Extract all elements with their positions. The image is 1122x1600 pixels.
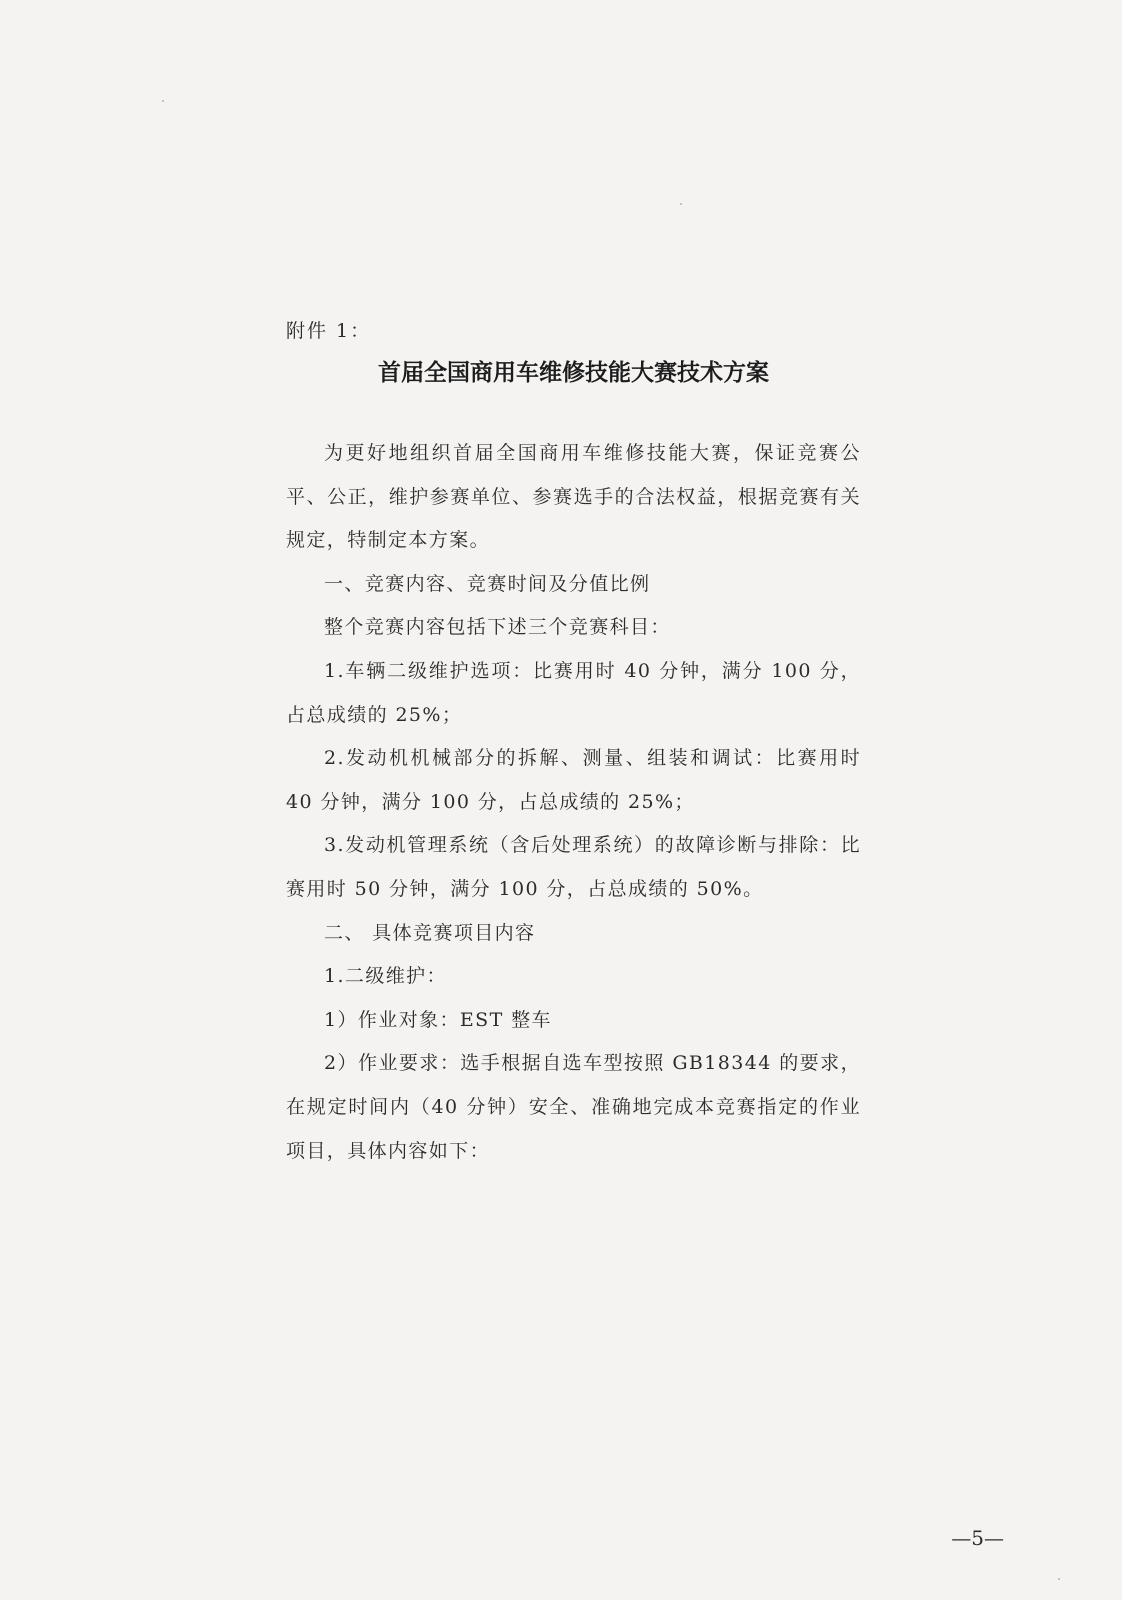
list-item: 1）作业对象：EST 整车 (324, 1008, 552, 1031)
intro-paragraph: 为更好地组织首届全国商用车维修技能大赛，保证竞赛公平、公正，维护参赛单位、参赛选手的合法权益，根据竞赛有关规定，特制定本方案。 (286, 442, 861, 552)
document-body (286, 432, 861, 1173)
list-item: 2.发动机机械部分的拆解、测量、组装和调试：比赛用时 40 分钟，满分 100 分，占总成绩的 25%； (286, 747, 861, 813)
page-number: —5— (951, 1526, 1004, 1550)
list-item: 2）作业要求：选手根据自选车型按照 GB18344 的要求，在规定时间内（40 分钟）安全、准确地完成本竞赛指定的作业项目，具体内容如下： (286, 1052, 861, 1162)
section-heading-1: 一、竞赛内容、竞赛时间及分值比例 (324, 572, 651, 595)
list-item: 1.车辆二级维护选项：比赛用时 40 分钟，满分 100 分，占总成绩的 25%； (286, 659, 861, 726)
body-paragraph: 整个竞赛内容包括下述三个竞赛科目： (324, 616, 671, 639)
scan-speck (1058, 1578, 1060, 1580)
section-heading-2: 二、 具体竞赛项目内容 (324, 921, 536, 944)
document-title: 首届全国商用车维修技能大赛技术方案 (378, 360, 769, 386)
scan-speck (680, 203, 682, 205)
scan-speck (162, 100, 164, 102)
list-item: 3.发动机管理系统（含后处理系统）的故障诊断与排除：比赛用时 50 分钟，满分 100 分，占总成绩的 50%。 (286, 834, 861, 900)
attachment-label: 附件 1： (286, 320, 372, 342)
subsection-heading: 1.二级维护： (324, 965, 447, 988)
